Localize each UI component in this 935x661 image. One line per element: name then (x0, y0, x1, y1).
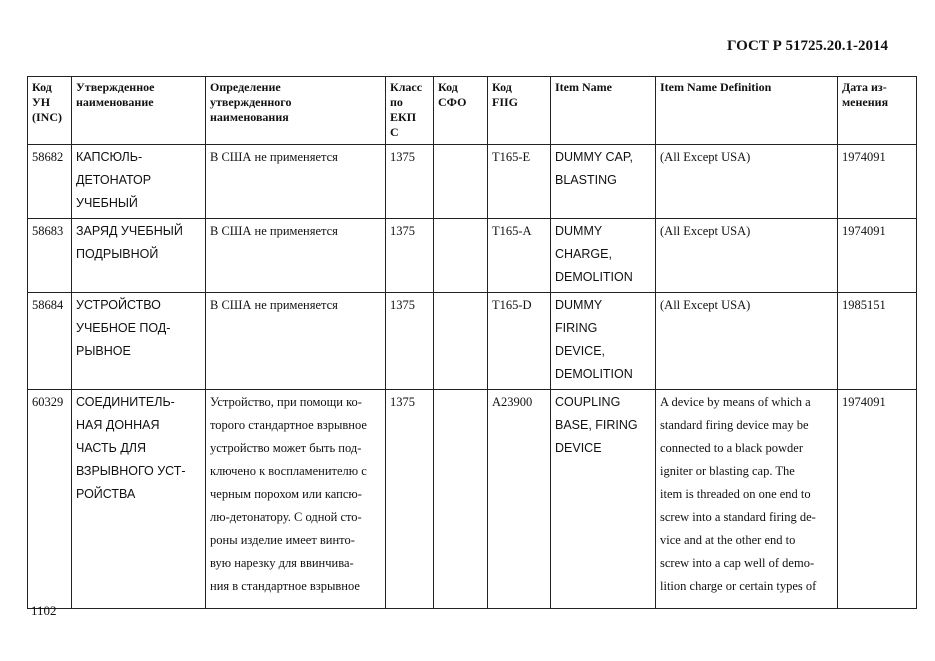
header-line: СФО (438, 95, 467, 109)
header-line: Определение (210, 80, 281, 94)
cell-line: A device by means of which a (660, 395, 811, 409)
cell-definition (206, 390, 386, 609)
cell-definition (206, 145, 386, 219)
cell-value: 58683 (32, 224, 64, 238)
cell-value: T165-D (492, 298, 532, 312)
cell-line: торого стандартное взрывное (210, 418, 367, 432)
cell-line: lition charge or certain types of (660, 579, 817, 593)
cell-value: 1375 (390, 395, 415, 409)
cell-line: DUMMY (555, 298, 603, 312)
cell-date (838, 219, 917, 293)
cell-line: screw into a cap well of demo- (660, 556, 815, 570)
column-header-item-name (551, 77, 656, 145)
cell-line: Устройство, при помощи ко- (210, 395, 362, 409)
table-row (28, 390, 917, 609)
cell-item-def (656, 219, 838, 293)
cell-value: 60329 (32, 395, 64, 409)
header-line: Код (438, 80, 458, 94)
header-line: Дата из- (842, 80, 887, 94)
table-row (28, 219, 917, 293)
column-header-name (72, 77, 206, 145)
cell-value: 1985151 (842, 298, 886, 312)
cell-line: DUMMY (555, 224, 603, 238)
cell-item-name (551, 219, 656, 293)
catalog-table (27, 76, 917, 609)
cell-value: A23900 (492, 395, 533, 409)
cell-item-name (551, 293, 656, 390)
header-line: Класс (390, 80, 423, 94)
cell-value: 1375 (390, 150, 415, 164)
cell-line: УЧЕБНОЕ ПОД- (76, 321, 171, 335)
cell-name (72, 390, 206, 609)
cell-line: item is threaded on one end to (660, 487, 811, 501)
cell-line: УЧЕБНЫЙ (76, 196, 138, 210)
cell-line: устройство может быть под- (210, 441, 362, 455)
cell-line: ДЕТОНАТОР (76, 173, 152, 187)
cell-line: (All Except USA) (660, 224, 751, 238)
cell-date (838, 145, 917, 219)
cell-inc (28, 390, 72, 609)
header-line: ЕКП (390, 110, 417, 124)
cell-value: 1974091 (842, 224, 886, 238)
cell-value: 1974091 (842, 150, 886, 164)
cell-line: УСТРОЙСТВО (76, 298, 161, 312)
header-line: Item Name (555, 80, 612, 94)
cell-line: igniter or blasting cap. The (660, 464, 795, 478)
cell-item-def (656, 293, 838, 390)
cell-fiig (488, 145, 551, 219)
page-number: 1102 (31, 603, 57, 618)
cell-line: BLASTING (555, 173, 617, 187)
cell-definition (206, 293, 386, 390)
cell-line: РОЙСТВА (76, 487, 136, 501)
column-header-date (838, 77, 917, 145)
cell-line: FIRING (555, 321, 598, 335)
cell-line: standard firing device may be (660, 418, 809, 432)
column-header-definition (206, 77, 386, 145)
cell-class (386, 219, 434, 293)
cell-name (72, 293, 206, 390)
cell-line: ПОДРЫВНОЙ (76, 247, 159, 261)
header-row (28, 77, 917, 145)
cell-fiig (488, 219, 551, 293)
header-line: Item Name Definition (660, 80, 772, 94)
cell-inc (28, 145, 72, 219)
cell-line: В США не применяется (210, 298, 338, 312)
cell-line: DUMMY CAP, (555, 150, 634, 164)
header-line: менения (842, 95, 889, 109)
cell-line: КАПСЮЛЬ- (76, 150, 143, 164)
cell-sfo (434, 219, 488, 293)
header-line: FIIG (492, 95, 519, 109)
cell-line: (All Except USA) (660, 150, 751, 164)
cell-sfo (434, 145, 488, 219)
column-header-inc (28, 77, 72, 145)
table-row (28, 293, 917, 390)
document-code: ГОСТ Р 51725.20.1-2014 (726, 38, 888, 54)
cell-name (72, 145, 206, 219)
cell-line: СОЕДИНИТЕЛЬ- (76, 395, 175, 409)
cell-value: 1375 (390, 298, 415, 312)
cell-sfo (434, 293, 488, 390)
cell-value: 1375 (390, 224, 415, 238)
cell-inc (28, 219, 72, 293)
cell-line: РЫВНОЕ (76, 344, 131, 358)
cell-class (386, 145, 434, 219)
table-row (28, 145, 917, 219)
cell-fiig (488, 293, 551, 390)
cell-line: НАЯ ДОННАЯ (76, 418, 160, 432)
column-header-fiig (488, 77, 551, 145)
header-line: наименования (210, 110, 289, 124)
cell-item-name (551, 145, 656, 219)
column-header-item-definition (656, 77, 838, 145)
column-header-sfo (434, 77, 488, 145)
cell-class (386, 293, 434, 390)
cell-line: В США не применяется (210, 150, 338, 164)
cell-item-name (551, 390, 656, 609)
cell-item-def (656, 390, 838, 609)
cell-sfo (434, 390, 488, 609)
header-line: УН (32, 95, 51, 109)
cell-line: ния в стандартное взрывное (210, 579, 360, 593)
cell-line: (All Except USA) (660, 298, 751, 312)
cell-line: BASE, FIRING (555, 418, 638, 432)
cell-line: вую нарезку для ввинчива- (210, 556, 354, 570)
cell-line: COUPLING (555, 395, 621, 409)
cell-line: черным порохом или капсю- (210, 487, 362, 501)
cell-line: ЧАСТЬ ДЛЯ (76, 441, 147, 455)
cell-value: 58682 (32, 150, 64, 164)
cell-line: connected to a black powder (660, 441, 803, 455)
cell-fiig (488, 390, 551, 609)
header-line: Код (32, 80, 52, 94)
header-line: Код (492, 80, 512, 94)
cell-value: 58684 (32, 298, 64, 312)
header-line: (INC) (32, 110, 62, 124)
cell-line: DEVICE (555, 441, 602, 455)
cell-class (386, 390, 434, 609)
cell-line: vice and at the other end to (660, 533, 796, 547)
cell-item-def (656, 145, 838, 219)
cell-inc (28, 293, 72, 390)
cell-line: DEMOLITION (555, 367, 633, 381)
cell-line: DEMOLITION (555, 270, 633, 284)
cell-date (838, 293, 917, 390)
cell-line: DEVICE, (555, 344, 606, 358)
header-line: по (390, 95, 403, 109)
cell-value: T165-A (492, 224, 532, 238)
cell-definition (206, 219, 386, 293)
cell-line: В США не применяется (210, 224, 338, 238)
cell-line: ключено к воспламенителю с (210, 464, 367, 478)
cell-line: роны изделие имеет винто- (210, 533, 355, 547)
cell-value: 1974091 (842, 395, 886, 409)
cell-line: CHARGE, (555, 247, 612, 261)
header-line: Утвержденное (76, 80, 155, 94)
cell-line: screw into a standard firing de- (660, 510, 816, 524)
cell-line: ВЗРЫВНОГО УСТ- (76, 464, 186, 478)
cell-line: ЗАРЯД УЧЕБНЫЙ (76, 224, 183, 238)
cell-name (72, 219, 206, 293)
cell-line: лю-детонатору. С одной сто- (210, 510, 362, 524)
header-line: С (390, 125, 399, 139)
header-line: утвержденного (210, 95, 292, 109)
column-header-class (386, 77, 434, 145)
cell-value: T165-E (492, 150, 531, 164)
header-line: наименование (76, 95, 154, 109)
cell-date (838, 390, 917, 609)
table-body (28, 145, 917, 609)
